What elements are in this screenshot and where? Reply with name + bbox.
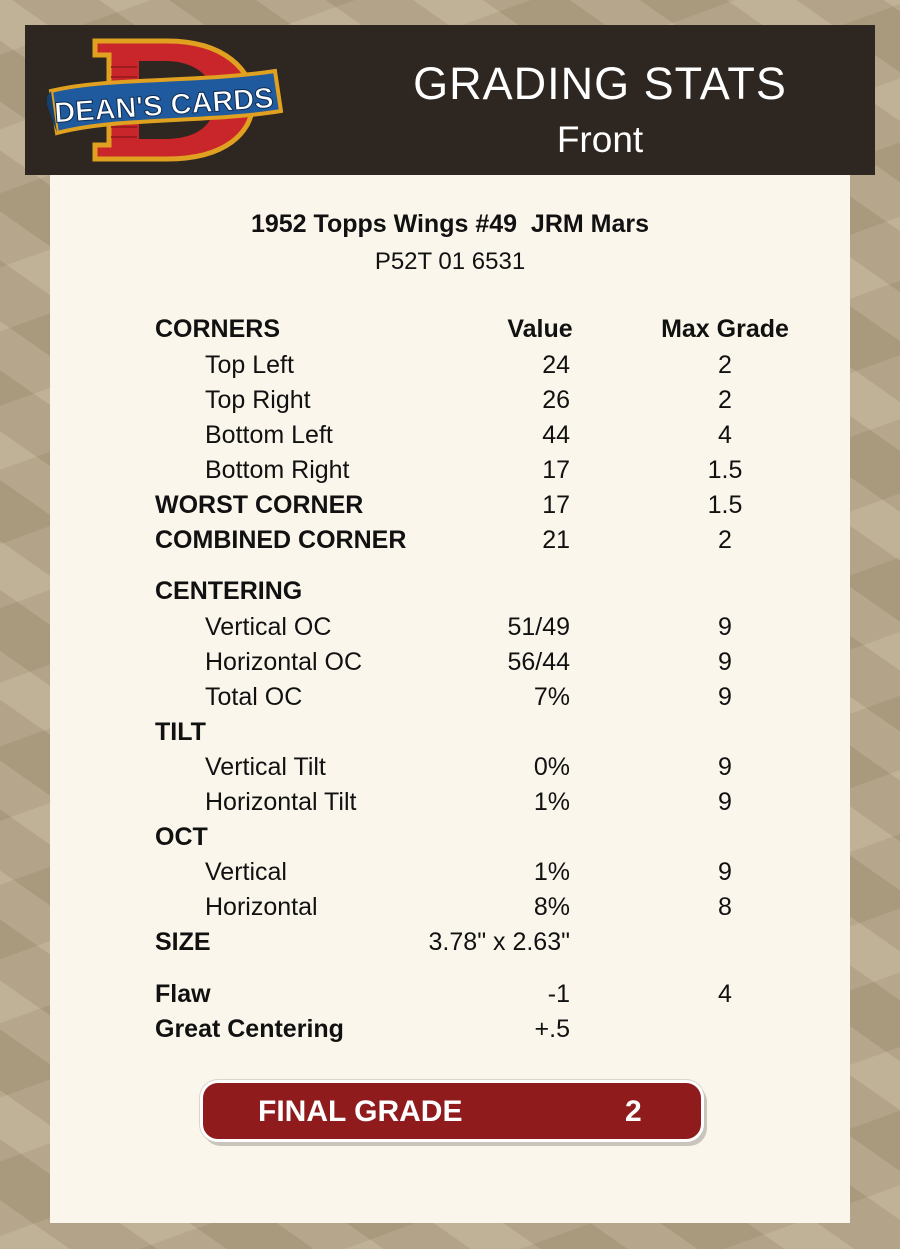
corners-heading: CORNERS [155, 315, 281, 343]
row-value: -1 [547, 980, 570, 1008]
row-value: 56/44 [507, 648, 570, 676]
row-max-grade: 2 [718, 386, 732, 414]
row-label: Great Centering [155, 1015, 344, 1043]
row-max-grade: 4 [718, 421, 732, 449]
row-value: 26 [542, 386, 570, 414]
oct-horizontal-row [50, 893, 850, 923]
vertical-tilt-row [50, 753, 850, 783]
page-title: GRADING STATS [413, 58, 787, 109]
row-label: Total OC [205, 683, 303, 711]
final-grade-badge [200, 1080, 704, 1142]
value-column-header: Value [507, 315, 573, 343]
row-value: 21 [542, 526, 570, 554]
oct-vertical-row [50, 858, 850, 888]
row-value: 1% [533, 858, 570, 886]
row-label: Flaw [155, 980, 211, 1008]
row-max-grade: 9 [718, 648, 732, 676]
stats-panel [50, 175, 850, 1223]
tilt-header-row [50, 718, 850, 748]
row-value: 17 [542, 491, 570, 519]
horizontal-tilt-row [50, 788, 850, 818]
oct-heading: OCT [155, 823, 208, 851]
row-max-grade: 2 [718, 526, 732, 554]
row-value: +.5 [534, 1015, 570, 1043]
row-label: Vertical [205, 858, 287, 886]
row-label: Bottom Right [205, 456, 350, 484]
row-label: Horizontal OC [205, 648, 362, 676]
row-label: Top Left [205, 351, 294, 379]
row-label: Horizontal [205, 893, 318, 921]
corner-top-right-row [50, 386, 850, 416]
row-max-grade: 1.5 [707, 456, 743, 484]
combined-corner-row [50, 526, 850, 556]
row-max-grade: 9 [718, 683, 732, 711]
corner-bottom-right-row [50, 456, 850, 486]
row-max-grade: 9 [718, 613, 732, 641]
row-label: Bottom Left [205, 421, 333, 449]
header-bar [25, 25, 875, 175]
row-max-grade: 9 [718, 753, 732, 781]
row-label: Horizontal Tilt [205, 788, 357, 816]
vertical-oc-row [50, 613, 850, 643]
row-label: Top Right [205, 386, 311, 414]
page-subtitle: Front [556, 119, 644, 160]
row-value: 24 [542, 351, 570, 379]
row-value: 1% [533, 788, 570, 816]
worst-corner-row [50, 491, 850, 521]
final-grade-label: FINAL GRADE [258, 1095, 463, 1128]
row-value: 7% [533, 683, 570, 711]
max-grade-column-header: Max Grade [661, 315, 789, 343]
centering-header-row [50, 577, 850, 607]
row-value: 0% [533, 753, 570, 781]
row-value: 3.78" x 2.63" [428, 928, 570, 956]
row-value: 8% [533, 893, 570, 921]
row-max-grade: 9 [718, 858, 732, 886]
row-max-grade: 2 [718, 351, 732, 379]
final-grade-value: 2 [625, 1095, 642, 1128]
size-row [50, 928, 850, 958]
tilt-heading: TILT [155, 718, 206, 746]
row-max-grade: 8 [718, 893, 732, 921]
centering-heading: CENTERING [155, 577, 303, 605]
row-label: COMBINED CORNER [155, 526, 407, 554]
row-label: WORST CORNER [155, 491, 364, 519]
row-label: Vertical Tilt [205, 753, 326, 781]
horizontal-oc-row [50, 648, 850, 678]
row-value: 51/49 [507, 613, 570, 641]
row-label: Vertical OC [205, 613, 332, 641]
cert-number: P52T 01 6531 [374, 248, 526, 275]
title-block [325, 57, 875, 163]
row-value: 17 [542, 456, 570, 484]
row-max-grade: 1.5 [707, 491, 743, 519]
row-max-grade: 9 [718, 788, 732, 816]
card-name: 1952 Topps Wings #49 JRM Mars [250, 210, 650, 238]
row-label: SIZE [155, 928, 211, 956]
logo-text: DEAN'S CARDS [53, 82, 275, 130]
oct-header-row [50, 823, 850, 853]
corner-bottom-left-row [50, 421, 850, 451]
row-max-grade: 4 [718, 980, 732, 1008]
deans-cards-logo [47, 37, 283, 163]
great-centering-row [50, 1015, 850, 1045]
corner-top-left-row [50, 351, 850, 381]
total-oc-row [50, 683, 850, 713]
flaw-row [50, 980, 850, 1010]
row-value: 44 [542, 421, 570, 449]
corners-header-row [50, 315, 850, 345]
